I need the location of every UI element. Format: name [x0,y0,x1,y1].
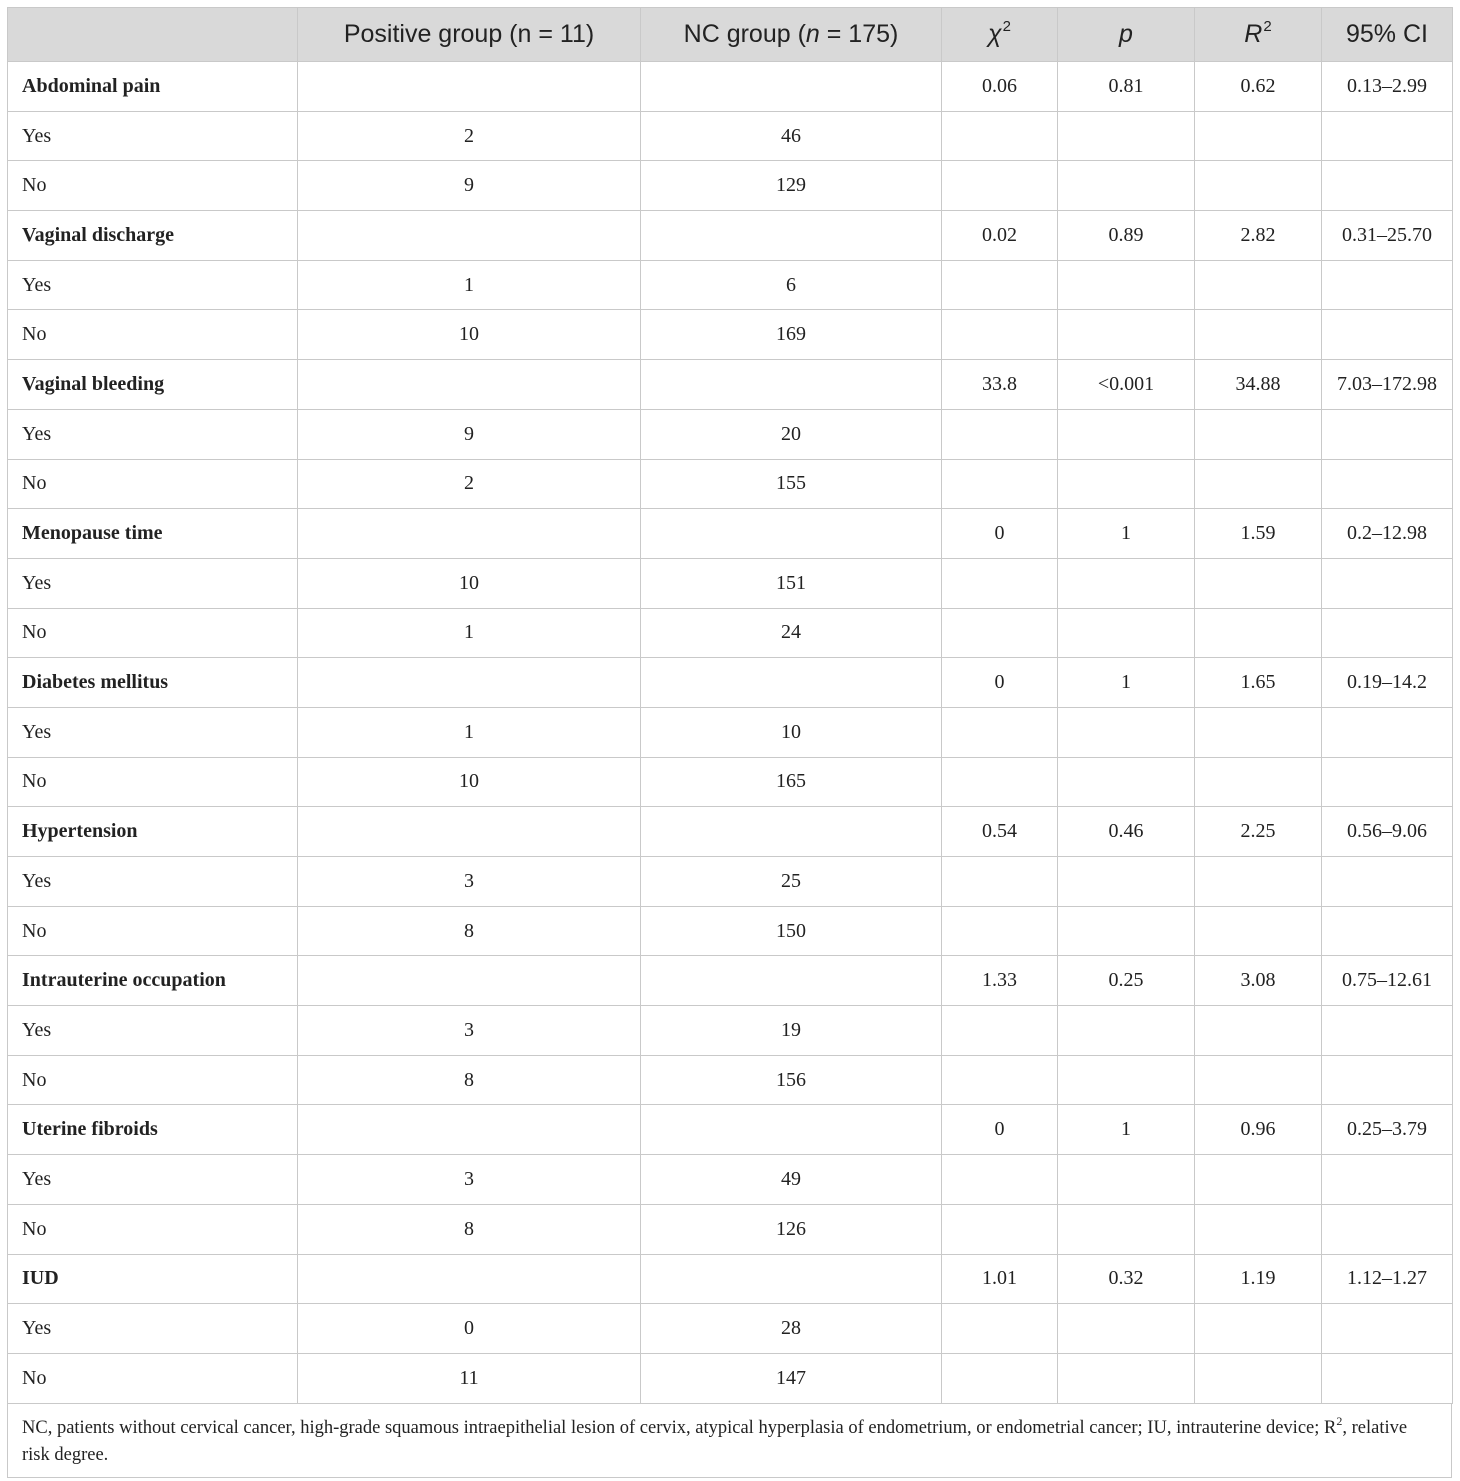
ci-cell [1322,161,1453,211]
nc-group-cell: 24 [641,608,942,658]
ci-cell [1322,608,1453,658]
nc-group-cell [641,509,942,559]
table-group-row [8,62,1453,112]
r-squared-cell: 34.88 [1195,360,1322,410]
p-value-cell [1058,161,1195,211]
table-row [8,409,1453,459]
r-squared-cell [1195,459,1322,509]
nc-group-cell: 169 [641,310,942,360]
row-label: No [8,161,298,211]
chi-square-cell [942,111,1058,161]
nc-group-cell [641,956,942,1006]
table-row [8,857,1453,907]
r-squared-cell [1195,1204,1322,1254]
p-value-cell: 1 [1058,1105,1195,1155]
r-squared-cell [1195,1353,1322,1403]
nc-group-cell [641,360,942,410]
p-value-cell [1058,310,1195,360]
p-value-cell: 1 [1058,509,1195,559]
table-row [8,161,1453,211]
ci-cell [1322,111,1453,161]
row-label: Abdominal pain [8,62,298,112]
ci-cell [1322,1055,1453,1105]
positive-group-cell [298,509,641,559]
chi-square-cell: 0.54 [942,807,1058,857]
table-container [7,7,1452,1478]
positive-group-cell: 9 [298,409,641,459]
row-label: Yes [8,111,298,161]
data-table [7,7,1453,1404]
nc-group-cell: 49 [641,1155,942,1205]
header-row [8,8,1453,62]
nc-group-cell: 156 [641,1055,942,1105]
r-squared-cell: 2.25 [1195,807,1322,857]
p-value-cell [1058,558,1195,608]
ci-cell: 0.2–12.98 [1322,509,1453,559]
row-label: Hypertension [8,807,298,857]
ci-cell [1322,558,1453,608]
nc-group-cell: 28 [641,1304,942,1354]
p-value-cell: <0.001 [1058,360,1195,410]
row-label: Yes [8,558,298,608]
positive-group-cell: 2 [298,111,641,161]
row-label: Yes [8,707,298,757]
positive-group-cell [298,1105,641,1155]
chi-square-cell: 1.01 [942,1254,1058,1304]
table-group-row [8,1105,1453,1155]
p-value-cell [1058,409,1195,459]
row-label: Vaginal bleeding [8,360,298,410]
chi-square-cell [942,707,1058,757]
positive-group-cell: 2 [298,459,641,509]
chi-square-cell: 0.02 [942,211,1058,261]
chi-square-cell: 1.33 [942,956,1058,1006]
table-row [8,459,1453,509]
table-row [8,310,1453,360]
nc-group-cell [641,211,942,261]
positive-group-cell: 10 [298,310,641,360]
positive-group-cell: 10 [298,558,641,608]
p-value-cell [1058,459,1195,509]
p-value-cell: 0.25 [1058,956,1195,1006]
table-footnote: NC, patients without cervical cancer, high-grade squamous intraepithelial lesion of cervix, atypical hyperplasia of endometrium, or endometrial cancer; IU, intrauterine device; $R^2$, relative risk degree. [7,1404,1452,1478]
header-p-value: p [1058,8,1195,62]
table-group-row [8,807,1453,857]
row-label: No [8,1055,298,1105]
ci-cell [1322,906,1453,956]
r-squared-cell [1195,409,1322,459]
row-label: No [8,608,298,658]
r-squared-cell: 1.19 [1195,1254,1322,1304]
ci-cell [1322,1304,1453,1354]
nc-group-cell: 147 [641,1353,942,1403]
chi-square-cell [942,1204,1058,1254]
ci-cell: 0.75–12.61 [1322,956,1453,1006]
r-squared-cell: 2.82 [1195,211,1322,261]
chi-square-cell: 0 [942,658,1058,708]
p-value-cell: 0.89 [1058,211,1195,261]
ci-cell: 0.13–2.99 [1322,62,1453,112]
nc-group-cell [641,807,942,857]
p-value-cell: 0.81 [1058,62,1195,112]
positive-group-cell: 3 [298,857,641,907]
positive-group-cell [298,658,641,708]
positive-group-cell: 1 [298,608,641,658]
nc-group-cell: 155 [641,459,942,509]
positive-group-cell: 1 [298,707,641,757]
chi-square-cell [942,161,1058,211]
positive-group-cell: 8 [298,1204,641,1254]
nc-group-cell: 6 [641,260,942,310]
ci-cell [1322,310,1453,360]
r-squared-cell [1195,260,1322,310]
positive-group-cell [298,1254,641,1304]
p-value-cell [1058,1006,1195,1056]
chi-square-cell: 0 [942,509,1058,559]
row-label: No [8,459,298,509]
table-group-row [8,211,1453,261]
table-group-row [8,360,1453,410]
ci-cell [1322,459,1453,509]
chi-square-cell [942,1155,1058,1205]
r-squared-cell [1195,1155,1322,1205]
table-row [8,1204,1453,1254]
r-squared-cell [1195,1055,1322,1105]
p-value-cell [1058,1304,1195,1354]
header-positive-group: Positive group (n = 11) [298,8,641,62]
chi-square-cell [942,757,1058,807]
ci-cell [1322,707,1453,757]
positive-group-cell [298,62,641,112]
positive-group-cell [298,360,641,410]
table-group-row [8,509,1453,559]
nc-group-cell [641,1105,942,1155]
ci-cell: 0.25–3.79 [1322,1105,1453,1155]
table-row [8,1155,1453,1205]
ci-cell [1322,1204,1453,1254]
positive-group-cell: 0 [298,1304,641,1354]
table-group-row [8,1254,1453,1304]
positive-group-cell: 3 [298,1155,641,1205]
nc-group-cell: 165 [641,757,942,807]
table-row [8,260,1453,310]
p-value-cell [1058,1055,1195,1105]
nc-group-cell: 46 [641,111,942,161]
ci-cell: 1.12–1.27 [1322,1254,1453,1304]
ci-cell: 0.31–25.70 [1322,211,1453,261]
chi-square-cell [942,1055,1058,1105]
r-squared-cell: 0.62 [1195,62,1322,112]
positive-group-cell: 11 [298,1353,641,1403]
row-label: Yes [8,409,298,459]
nc-group-cell [641,658,942,708]
nc-group-cell: 20 [641,409,942,459]
row-label: Yes [8,1006,298,1056]
ci-cell [1322,1006,1453,1056]
table-body [8,62,1453,1404]
chi-square-cell: 0.06 [942,62,1058,112]
nc-group-cell [641,1254,942,1304]
chi-square-cell [942,558,1058,608]
table-row [8,757,1453,807]
row-label: Yes [8,1155,298,1205]
nc-group-cell: 151 [641,558,942,608]
row-label: No [8,310,298,360]
ci-cell [1322,260,1453,310]
nc-group-cell: 150 [641,906,942,956]
chi-square-cell [942,409,1058,459]
table-row [8,1353,1453,1403]
positive-group-cell [298,807,641,857]
r-squared-cell [1195,1304,1322,1354]
p-value-cell [1058,111,1195,161]
header-nc-group: NC group (n = 175) [641,8,942,62]
table-group-row [8,956,1453,1006]
table-row [8,707,1453,757]
ci-cell: 0.56–9.06 [1322,807,1453,857]
ci-cell [1322,1155,1453,1205]
row-label: No [8,906,298,956]
p-value-cell [1058,707,1195,757]
r-squared-cell: 0.96 [1195,1105,1322,1155]
p-value-cell [1058,857,1195,907]
r-squared-cell [1195,111,1322,161]
p-value-cell [1058,1204,1195,1254]
p-value-cell [1058,260,1195,310]
row-label: Diabetes mellitus [8,658,298,708]
row-label: No [8,1204,298,1254]
positive-group-cell: 10 [298,757,641,807]
row-label: No [8,757,298,807]
chi-square-cell: 33.8 [942,360,1058,410]
ci-cell [1322,409,1453,459]
row-label: No [8,1353,298,1403]
ci-cell [1322,857,1453,907]
p-value-cell [1058,757,1195,807]
ci-cell [1322,1353,1453,1403]
positive-group-cell: 1 [298,260,641,310]
r-squared-cell: 3.08 [1195,956,1322,1006]
chi-square-cell [942,310,1058,360]
positive-group-cell [298,211,641,261]
row-label: Yes [8,260,298,310]
nc-group-cell: 10 [641,707,942,757]
header-blank [8,8,298,62]
ci-cell: 7.03–172.98 [1322,360,1453,410]
row-label: Vaginal discharge [8,211,298,261]
row-label: IUD [8,1254,298,1304]
chi-square-cell [942,906,1058,956]
header-r-squared: $R^2$ [1195,8,1322,62]
chi-square-cell [942,1353,1058,1403]
chi-square-cell [942,857,1058,907]
table-row [8,1304,1453,1354]
nc-group-cell: 129 [641,161,942,211]
p-value-cell: 0.32 [1058,1254,1195,1304]
r-squared-cell: 1.65 [1195,658,1322,708]
table-row [8,1055,1453,1105]
p-value-cell: 1 [1058,658,1195,708]
positive-group-cell: 9 [298,161,641,211]
p-value-cell [1058,1353,1195,1403]
row-label: Uterine fibroids [8,1105,298,1155]
r-squared-cell [1195,558,1322,608]
nc-group-cell: 19 [641,1006,942,1056]
chi-square-cell [942,459,1058,509]
r-squared-cell [1195,608,1322,658]
nc-group-cell: 126 [641,1204,942,1254]
positive-group-cell: 8 [298,1055,641,1105]
ci-cell: 0.19–14.2 [1322,658,1453,708]
p-value-cell: 0.46 [1058,807,1195,857]
row-label: Yes [8,1304,298,1354]
table-row [8,1006,1453,1056]
r-squared-cell [1195,310,1322,360]
table-row [8,111,1453,161]
r-squared-cell [1195,857,1322,907]
p-value-cell [1058,1155,1195,1205]
positive-group-cell [298,956,641,1006]
chi-square-cell [942,608,1058,658]
row-label: Menopause time [8,509,298,559]
chi-square-cell [942,260,1058,310]
positive-group-cell: 3 [298,1006,641,1056]
table-row [8,906,1453,956]
chi-square-cell [942,1006,1058,1056]
r-squared-cell [1195,161,1322,211]
r-squared-cell [1195,757,1322,807]
header-chi-square: $\chi^2$ [942,8,1058,62]
row-label: Intrauterine occupation [8,956,298,1006]
nc-group-cell [641,62,942,112]
r-squared-cell [1195,707,1322,757]
table-group-row [8,658,1453,708]
chi-square-cell: 0 [942,1105,1058,1155]
ci-cell [1322,757,1453,807]
header-ci: 95% CI [1322,8,1453,62]
table-row [8,608,1453,658]
p-value-cell [1058,906,1195,956]
nc-group-cell: 25 [641,857,942,907]
r-squared-cell: 1.59 [1195,509,1322,559]
row-label: Yes [8,857,298,907]
table-row [8,558,1453,608]
chi-square-cell [942,1304,1058,1354]
positive-group-cell: 8 [298,906,641,956]
r-squared-cell [1195,1006,1322,1056]
r-squared-cell [1195,906,1322,956]
p-value-cell [1058,608,1195,658]
